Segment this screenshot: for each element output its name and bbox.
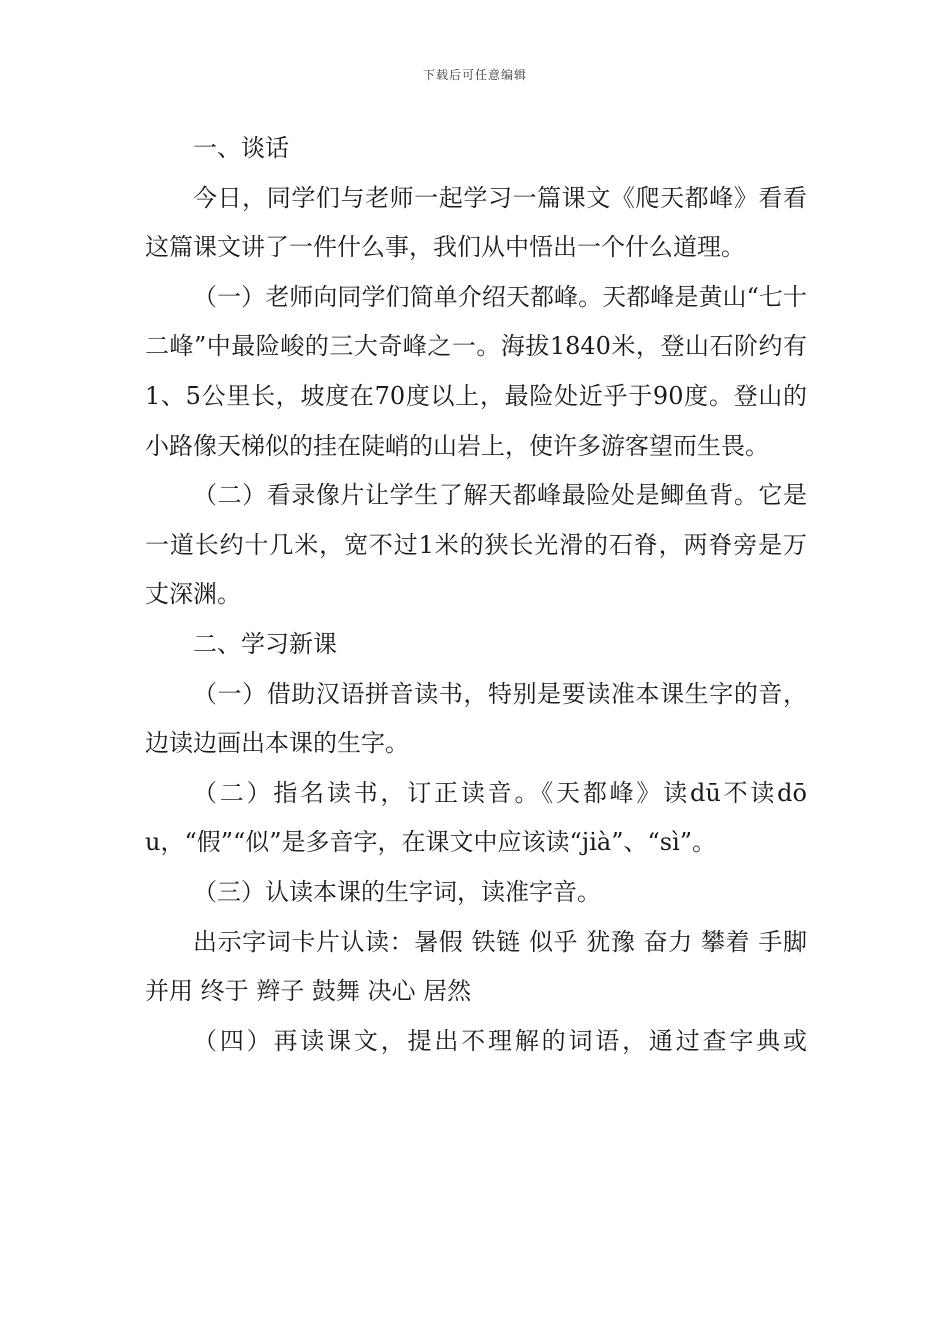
page-header-note: 下载后可任意编辑 (422, 68, 527, 82)
paragraph-pronunciation: （二）指名读书，订正读音。《天都峰》读dū不读dōu，“假”“似”是多音字，在课文中应该读“jià”、“sì”。 (145, 778, 807, 857)
paragraph-reread: （四）再读课文，提出不理解的词语，通过查字典或 (193, 1026, 807, 1055)
paragraph-intro: 今日，同学们与老师一起学习一篇课文《爬天都峰》看看这篇课文讲了一件什么事，我们从中悟出一个什么道理。 (145, 183, 807, 262)
paragraph-video: （二）看录像片让学生了解天都峰最险处是鲫鱼背。它是一道长约十几米，宽不过1米的狭长光滑的石脊，两脊旁是万丈深渊。 (145, 481, 807, 609)
paragraph-pinyin-reading: （一）借助汉语拼音读书，特别是要读准本课生字的音，边读边画出本课的生字。 (145, 679, 807, 758)
paragraph-word-cards: 出示字词卡片认读：暑假 铁链 似乎 犹豫 奋力 攀着 手脚并用 终于 辫子 鼓舞 决心 居然 (145, 927, 807, 1006)
paragraph-tiandu-intro: （一）老师向同学们简单介绍天都峰。天都峰是黄山“七十二峰”中最险峻的三大奇峰之一。海拔1840米，登山石阶约有1、5公里长，坡度在70度以上，最险处近乎于90度。登山的小路像天梯似的挂在陡峭的山岩上，使许多游客望而生畏。 (145, 282, 807, 460)
paragraph-word-reading: （三）认读本课的生字词，读准字音。 (193, 877, 601, 906)
section-heading-talk: 一、谈话 (193, 134, 289, 162)
section-heading-new-lesson: 二、学习新课 (193, 629, 337, 658)
document-body (145, 124, 807, 1066)
